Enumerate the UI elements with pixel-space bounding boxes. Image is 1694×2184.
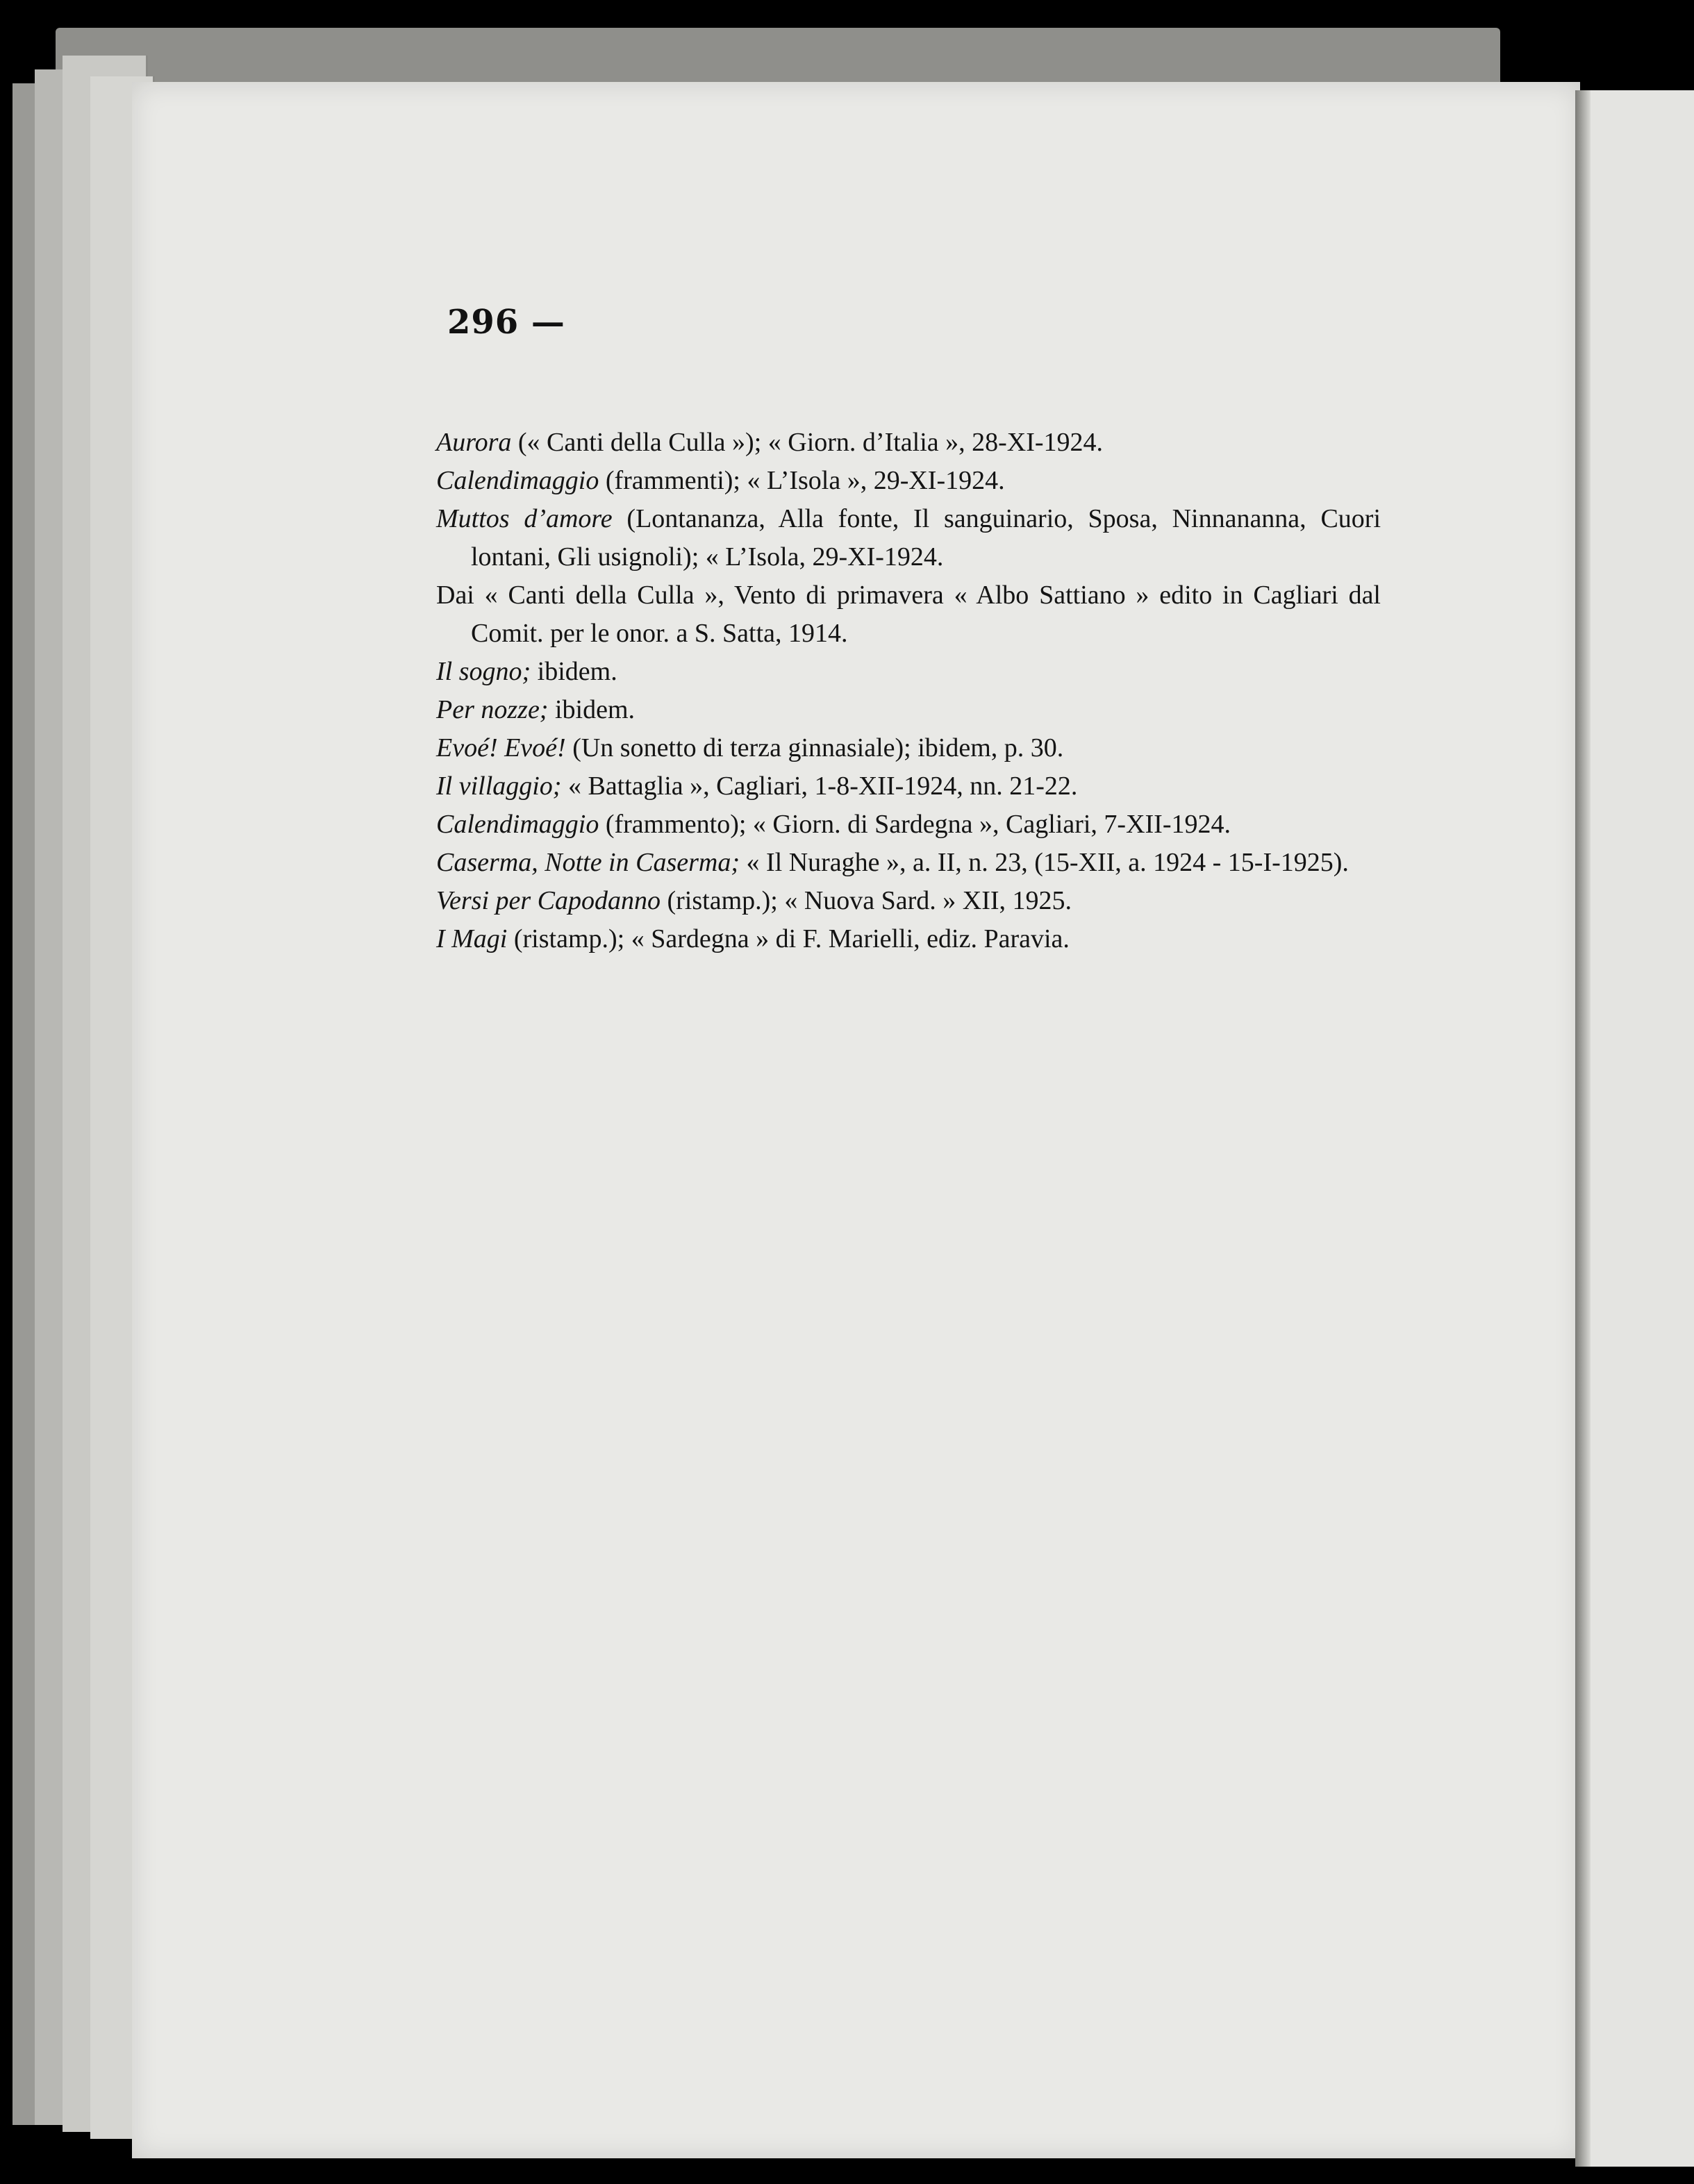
bibliography-entry <box>436 767 1381 806</box>
entry-title: Calendimaggio <box>436 466 599 495</box>
facing-page-edge <box>1577 90 1694 2167</box>
bibliography-entry <box>436 576 1381 653</box>
entry-title: Calendimaggio <box>436 810 599 839</box>
book-page <box>132 82 1580 2158</box>
bibliography-entry <box>436 920 1381 958</box>
bibliography-entry <box>436 882 1381 920</box>
entry-details: ibidem. <box>548 695 636 724</box>
bibliography-entry <box>436 729 1381 767</box>
entry-details: (ristamp.); « Nuova Sard. » XII, 1925. <box>661 886 1072 915</box>
entry-title: Caserma, Notte in Caserma; <box>436 848 740 877</box>
entry-details: (frammento); « Giorn. di Sardegna », Cagliari, 7-XII-1924. <box>599 810 1231 839</box>
bibliography-list <box>436 424 1381 958</box>
bibliography-entry <box>436 500 1381 576</box>
book-top-edge <box>56 28 1500 90</box>
entry-details: « Battaglia », Cagliari, 1-8-XII-1924, nn. 21-22. <box>561 772 1078 801</box>
entry-title: Evoé! Evoé! <box>436 733 566 762</box>
bibliography-entry <box>436 691 1381 729</box>
entry-title: Il villaggio; <box>436 772 562 801</box>
entry-details: (« Canti della Culla »); « Giorn. d’Italia », 28-XI-1924. <box>511 428 1104 457</box>
bibliography-entry <box>436 424 1381 462</box>
entry-details: ibidem. <box>531 657 617 686</box>
entry-details: (ristamp.); « Sardegna » di F. Marielli, ediz. Paravia. <box>507 924 1070 953</box>
entry-details: (Lontananza, Alla fonte, Il sanguinario, Sposa, Ninnananna, Cuori lontani, Gli usignoli); « L’Isola, 29-XI-1924. <box>471 504 1381 572</box>
bibliography-entry <box>436 806 1381 844</box>
entry-details: (Un sonetto di terza ginnasiale); ibidem, p. 30. <box>565 733 1064 762</box>
bibliography-entry <box>436 653 1381 691</box>
entry-title: Muttos d’amore <box>436 504 613 533</box>
entry-title: Aurora <box>436 428 512 457</box>
entry-details: Dai « Canti della Culla », Vento di primavera « Albo Sattiano » edito in Cagliari dal Comit. per le onor. a S. Satta, 1914. <box>436 581 1381 648</box>
entry-details: (frammenti); « L’Isola », 29-XI-1924. <box>599 466 1005 495</box>
bibliography-entry <box>436 462 1381 500</box>
page-number: 296 — <box>447 303 565 342</box>
entry-details: « Il Nuraghe », a. II, n. 23, (15-XII, a. 1924 - 15-I-1925). <box>740 848 1349 877</box>
entry-title: I Magi <box>436 924 508 953</box>
entry-title: Versi per Capodanno <box>436 886 661 915</box>
gutter-shadow <box>1575 90 1591 2167</box>
bibliography-entry <box>436 844 1381 882</box>
entry-title: Il sogno; <box>436 657 531 686</box>
entry-title: Per nozze; <box>436 695 549 724</box>
